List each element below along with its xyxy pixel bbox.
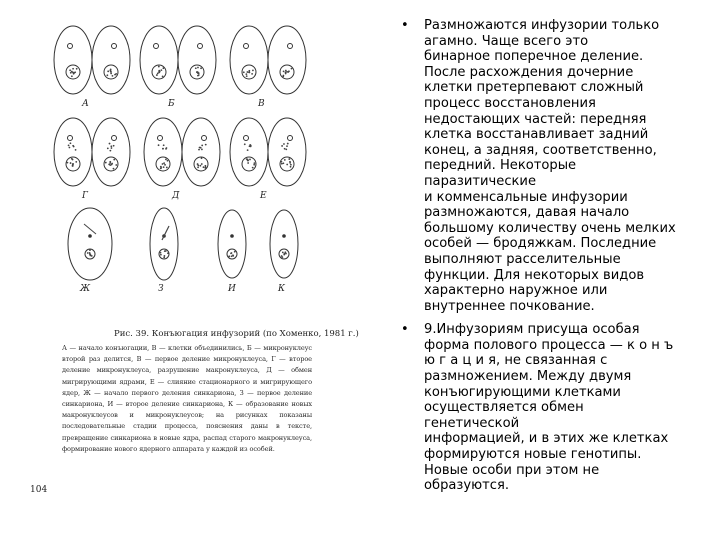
nucleus-speck: [66, 162, 68, 164]
nucleus-speck: [158, 66, 160, 68]
nucleus-speck: [72, 68, 74, 70]
nucleus-speck: [228, 255, 230, 257]
paragraph-text: 9.Инфузориям присуща особая форма полового процесса — к о н ъ ю г а ц и я, не связанная с размножением. Между двумя конъюгирующими клетками осуществляется обмен генетической информацией, и в этих же клетках формируются новые генотипы. Новые особи при этом не образуются.: [424, 322, 674, 494]
nucleus-speck: [290, 164, 292, 166]
nucleus-speck: [204, 167, 206, 169]
nucleus-speck: [165, 148, 167, 150]
cells-illustration: [22, 18, 314, 318]
ciliate-cell-outline: [92, 118, 130, 186]
panel-label-e: Е: [260, 191, 267, 201]
panel-label-v: В: [258, 99, 265, 109]
micronucleus: [230, 234, 234, 238]
nucleus-speck: [162, 163, 164, 165]
nucleus-speck: [284, 159, 286, 161]
nucleus-speck: [110, 70, 112, 72]
macronucleus: [227, 249, 237, 259]
nucleus-speck: [201, 145, 203, 147]
nucleus-speck: [115, 164, 117, 166]
micronucleus: [244, 136, 249, 141]
nucleus-speck: [163, 162, 165, 164]
nucleus-speck: [111, 147, 113, 149]
nucleus-speck: [283, 143, 285, 145]
micronucleus: [68, 136, 73, 141]
nucleus-speck: [160, 254, 162, 256]
panel-label-a: А: [82, 99, 89, 109]
micronucleus: [288, 136, 293, 141]
nucleus-speck: [288, 158, 290, 160]
nucleus-speck: [231, 252, 233, 254]
nucleus-speck: [248, 71, 250, 73]
ciliate-cell-outline: [54, 118, 92, 186]
nucleus-speck: [244, 143, 246, 145]
nucleus-speck: [243, 71, 245, 73]
nucleus-speck: [68, 144, 70, 146]
micronucleus: [244, 44, 249, 49]
dividing-spindle: [84, 224, 96, 234]
nucleus-speck: [286, 164, 288, 166]
nucleus-speck: [69, 69, 71, 71]
nucleus-speck: [167, 160, 169, 162]
nucleus-speck: [203, 166, 205, 168]
bullet-paragraph-reproduction: [400, 18, 680, 314]
nucleus-speck: [291, 68, 293, 70]
ciliate-cell-outline: [140, 26, 178, 94]
nucleus-speck: [110, 69, 112, 71]
dividing-spindle: [162, 226, 169, 240]
nucleus-speck: [247, 162, 249, 164]
ciliate-cell-outline: [144, 118, 182, 186]
nucleus-speck: [195, 67, 197, 69]
nucleus-speck: [113, 145, 115, 147]
ciliate-cell-outline: [54, 26, 92, 94]
nucleus-speck: [248, 70, 250, 72]
nucleus-speck: [156, 74, 158, 76]
micronucleus: [154, 44, 159, 49]
nucleus-speck: [281, 145, 283, 147]
panel-label-b: Б: [168, 99, 175, 109]
nucleus-speck: [75, 161, 77, 163]
nucleus-speck: [111, 163, 113, 165]
nucleus-speck: [289, 161, 291, 163]
nucleus-speck: [113, 159, 115, 161]
micronucleus: [112, 44, 117, 49]
nucleus-speck: [285, 148, 287, 150]
ciliate-cell-outline: [150, 208, 178, 280]
nucleus-speck: [109, 143, 111, 145]
nucleus-speck: [247, 149, 249, 151]
nucleus-speck: [282, 75, 284, 77]
nucleus-speck: [198, 149, 200, 151]
nucleus-speck: [160, 167, 162, 169]
nucleus-speck: [160, 69, 162, 71]
micronucleus: [68, 44, 73, 49]
nucleus-speck: [113, 168, 115, 170]
ciliate-cell-outline: [182, 118, 220, 186]
nucleus-speck: [165, 158, 167, 160]
nucleus-speck: [281, 256, 283, 258]
nucleus-speck: [72, 163, 74, 165]
ciliate-cell-outline: [230, 118, 268, 186]
nucleus-speck: [106, 74, 108, 76]
nucleus-speck: [87, 252, 89, 254]
nucleus-speck: [105, 162, 107, 164]
nucleus-speck: [112, 75, 114, 77]
nucleus-speck: [162, 76, 164, 78]
nucleus-speck: [167, 252, 169, 254]
nucleus-speck: [71, 71, 73, 73]
nucleus-speck: [89, 249, 91, 251]
nucleus-speck: [197, 67, 199, 69]
nucleus-speck: [114, 74, 116, 76]
micronucleus: [198, 44, 203, 49]
nucleus-speck: [162, 148, 164, 150]
paragraph-text: Размножаются инфузории только агамно. Чаще всего это бинарное поперечное деление. После расхождения дочерние клетки претерпевают сложный процесс восстановления недостающих частей: передняя клетка восстанавливает задний конец, а задняя, соответственно, передний. Некоторые паразитические и комменсальные инфузории размножаются, давая начало большому количеству очень мелких особей — бродяжкам. Последние выполняют расселительные функции. Для некоторых видов характерно наружное или внутреннее почкование.: [424, 18, 676, 314]
nucleus-speck: [205, 144, 207, 146]
nucleus-speck: [252, 70, 254, 72]
ciliate-cell-outline: [230, 26, 268, 94]
nucleus-speck: [247, 160, 249, 162]
nucleus-speck: [163, 166, 165, 168]
nucleus-speck: [281, 161, 283, 163]
nucleus-speck: [158, 144, 160, 146]
nucleus-speck: [199, 165, 201, 167]
nucleus-speck: [245, 73, 247, 75]
micronucleus: [282, 234, 286, 238]
nucleus-speck: [283, 70, 285, 72]
nucleus-speck: [164, 255, 166, 257]
panel-label-z: З: [158, 284, 164, 294]
nucleus-speck: [200, 67, 202, 69]
nucleus-speck: [284, 251, 286, 253]
bullet-paragraph-conjugation: [400, 322, 680, 494]
nucleus-speck: [285, 73, 287, 75]
nucleus-speck: [89, 255, 91, 257]
page-number: 104: [30, 485, 48, 495]
nucleus-speck: [164, 250, 166, 252]
nucleus-speck: [234, 251, 236, 253]
nucleus-speck: [198, 74, 200, 76]
nucleus-speck: [197, 166, 199, 168]
nucleus-speck: [246, 71, 248, 73]
ciliate-cell-outline: [178, 26, 216, 94]
nucleus-speck: [72, 159, 74, 161]
nucleus-speck: [253, 164, 255, 166]
micronucleus: [88, 234, 92, 238]
nucleus-speck: [160, 252, 162, 254]
nucleus-speck: [281, 163, 283, 165]
nucleus-speck: [201, 149, 203, 151]
nucleus-speck: [198, 72, 200, 74]
nucleus-speck: [282, 251, 284, 253]
nucleus-speck: [290, 166, 292, 168]
nucleus-speck: [110, 73, 112, 75]
nucleus-speck: [287, 71, 289, 73]
micronucleus: [158, 136, 163, 141]
nucleus-speck: [200, 147, 202, 149]
nucleus-speck: [252, 167, 254, 169]
ciliate-cell-outline: [268, 118, 306, 186]
nucleus-speck: [286, 145, 288, 147]
nucleus-speck: [282, 162, 284, 164]
panel-label-zh: Ж: [80, 284, 91, 294]
panel-label-g: Г: [82, 191, 88, 201]
nucleus-speck: [250, 145, 252, 147]
nucleus-speck: [287, 143, 289, 145]
panel-label-k: К: [278, 284, 285, 294]
nucleus-speck: [157, 73, 159, 75]
bullet-marker: •: [401, 18, 409, 33]
nucleus-speck: [107, 147, 109, 149]
nucleus-speck: [197, 165, 199, 167]
figure-caption-title: Рис. 39. Конъюгация инфузорий (по Хоменко, 1981 г.): [114, 329, 359, 339]
ciliate-cell-outline: [68, 208, 112, 280]
ciliate-cell-outline: [270, 210, 298, 278]
micronucleus: [288, 44, 293, 49]
nucleus-speck: [253, 162, 255, 164]
nucleus-speck: [72, 165, 74, 167]
nucleus-speck: [246, 75, 248, 77]
nucleus-speck: [69, 147, 71, 149]
ciliate-cell-outline: [218, 210, 246, 278]
nucleus-speck: [76, 68, 78, 70]
nucleus-speck: [74, 71, 76, 73]
panel-label-d: Д: [172, 191, 180, 201]
nucleus-speck: [107, 70, 109, 72]
nucleus-speck: [75, 149, 77, 151]
nucleus-speck: [251, 73, 253, 75]
nucleus-speck: [158, 71, 160, 73]
nucleus-speck: [283, 253, 285, 255]
nucleus-speck: [109, 150, 111, 152]
nucleus-speck: [163, 144, 165, 146]
nucleus-speck: [110, 145, 112, 147]
nucleus-speck: [162, 67, 164, 69]
panel-label-i: И: [228, 284, 236, 294]
nucleus-speck: [201, 157, 203, 159]
figure-caption-body: А — начало конъюгации, В — клетки объединились, Б — микронуклеус второй раз делится, В — первое деление микронуклеуса, Г — второе деление микронуклеуса, разрушение макронуклеуса, Д — обмен мигрирующими ядрами, Е — слияние стационарного и мигрирующего ядер, Ж — начало первого деления синкариона, З — первое деление синкариона, И — второе деление синкариона, К — образование новых макронуклеусов и микронуклеусов; на рисунках показаны последовательные стадии процесса, пояснения даны в тексте, превращение синкариона в новые ядра, распад старого макронуклеуса, формирование нового ядерного аппарата у каждой из особей.: [62, 344, 312, 453]
ciliate-cell-outline: [92, 26, 130, 94]
nucleus-speck: [164, 164, 166, 166]
text-column: [400, 18, 680, 494]
nucleus-speck: [249, 159, 251, 161]
nucleus-speck: [89, 252, 91, 254]
nucleus-speck: [166, 167, 168, 169]
nucleus-speck: [108, 163, 110, 165]
bullet-marker: •: [401, 322, 409, 338]
nucleus-speck: [70, 162, 72, 164]
nucleus-speck: [196, 71, 198, 73]
nucleus-speck: [201, 163, 203, 165]
nucleus-speck: [232, 255, 234, 257]
micronucleus: [202, 136, 207, 141]
nucleus-speck: [73, 146, 75, 148]
ciliate-cell-outline: [268, 26, 306, 94]
conjugation-figure: [22, 18, 359, 496]
nucleus-speck: [70, 142, 72, 144]
nucleus-speck: [71, 75, 73, 77]
nucleus-speck: [284, 148, 286, 150]
micronucleus: [112, 136, 117, 141]
